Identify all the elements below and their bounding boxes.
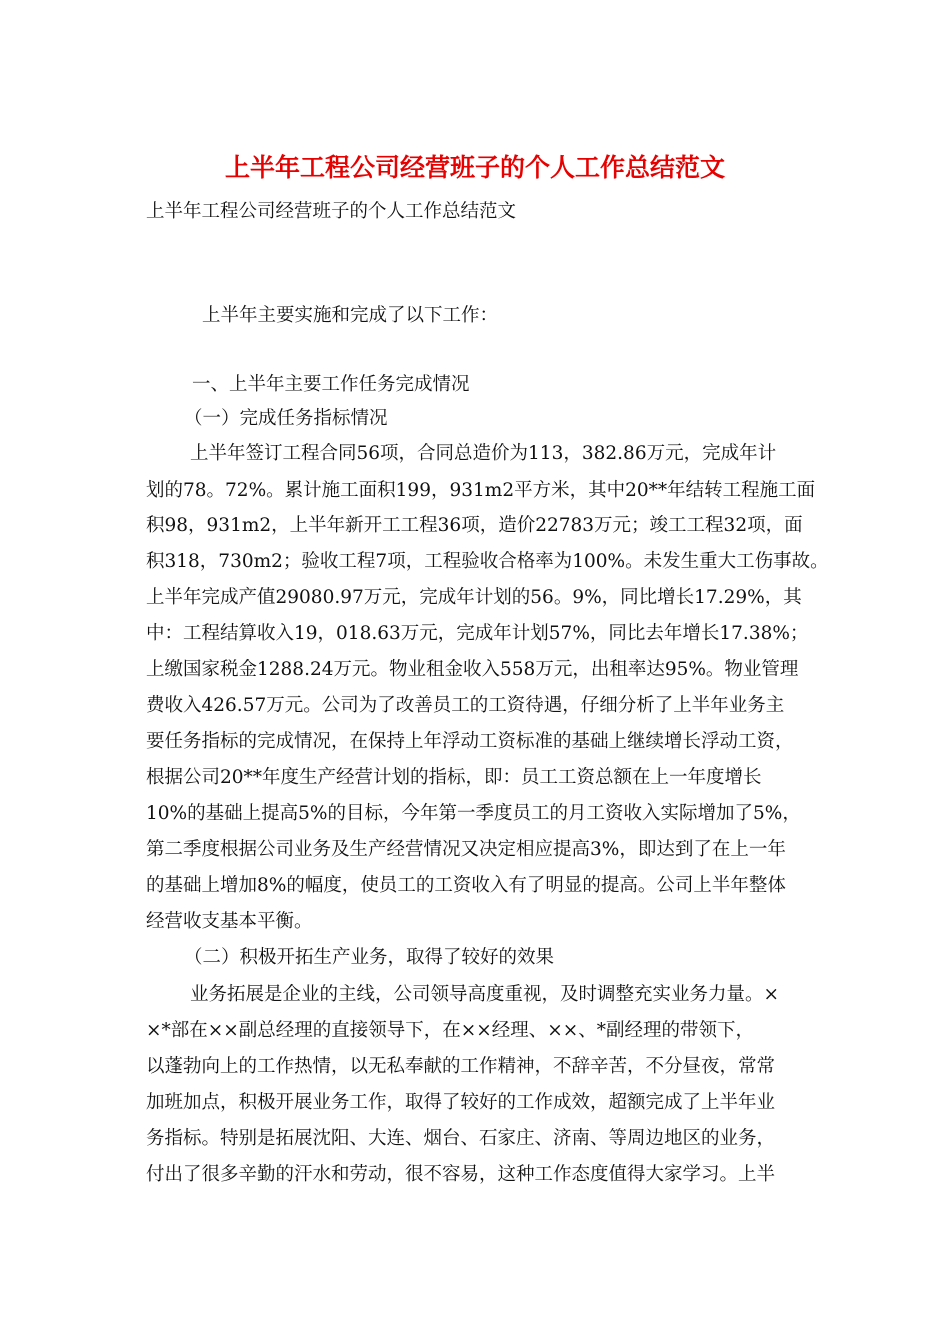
body-line: 划的78。72%。累计施工面积199，931m2平方米，其中20**年结转工程施工面 [146, 480, 816, 501]
body-line: ×*部在××副总经理的直接领导下，在××经理、××、*副经理的带领下， [146, 1020, 755, 1041]
body-line: 积98，931m2，上半年新开工工程36项，造价22783万元；竣工工程32项，面 [146, 515, 803, 536]
body-line: 中：工程结算收入19，018.63万元，完成年计划57%，同比去年增长17.38%； [146, 623, 809, 644]
body-line: 第二季度根据公司业务及生产经营情况又决定相应提高3%，即达到了在上一年 [146, 839, 786, 860]
body-line: 加班加点，积极开展业务工作，取得了较好的工作成效，超额完成了上半年业 [146, 1092, 776, 1113]
body-line: 上缴国家税金1288.24万元。物业租金收入558万元，出租率达95%。物业管理 [146, 659, 799, 680]
body-line: 根据公司20**年度生产经营计划的指标，即：员工工资总额在上一年度增长 [146, 767, 762, 788]
document-title: 上半年工程公司经营班子的个人工作总结范文 [224, 153, 725, 182]
body-line: 的基础上增加8%的幅度，使员工的工资收入有了明显的提高。公司上半年整体 [146, 875, 786, 896]
body-line: 以蓬勃向上的工作热情，以无私奉献的工作精神，不辞辛苦，不分昼夜，常常 [146, 1056, 776, 1077]
body-line: 经营收支基本平衡。 [146, 911, 313, 932]
body-line: 积318，730m2；验收工程7项，工程验收合格率为100%。未发生重大工伤事故。 [146, 551, 829, 572]
body-line: 业务拓展是企业的主线，公司领导高度重视，及时调整充实业务力量。× [190, 984, 780, 1005]
body-line: 付出了很多辛勤的汗水和劳动，很不容易，这种工作态度值得大家学习。上半 [146, 1164, 776, 1185]
section-heading: 一、上半年主要工作任务完成情况 [192, 374, 470, 395]
body-line: 10%的基础上提高5%的目标，今年第一季度员工的月工资收入实际增加了5%， [146, 803, 801, 824]
document-subtitle: 上半年工程公司经营班子的个人工作总结范文 [146, 201, 517, 222]
body-line: 费收入426.57万元。公司为了改善员工的工资待遇，仔细分析了上半年业务主 [146, 695, 785, 716]
body-line: 要任务指标的完成情况，在保持上年浮动工资标准的基础上继续增长浮动工资， [146, 731, 794, 752]
body-line: 上半年主要实施和完成了以下工作： [202, 305, 499, 326]
subsection-heading: （一）完成任务指标情况 [184, 408, 388, 429]
body-line: 上半年签订工程合同56项，合同总造价为113，382.86万元，完成年计 [190, 443, 777, 464]
body-line: 务指标。特别是拓展沈阳、大连、烟台、石家庄、济南、等周边地区的业务， [146, 1128, 776, 1149]
subsection-heading: （二）积极开拓生产业务，取得了较好的效果 [184, 947, 555, 968]
body-line: 上半年完成产值29080.97万元，完成年计划的56。9%，同比增长17.29%，其 [146, 587, 802, 608]
